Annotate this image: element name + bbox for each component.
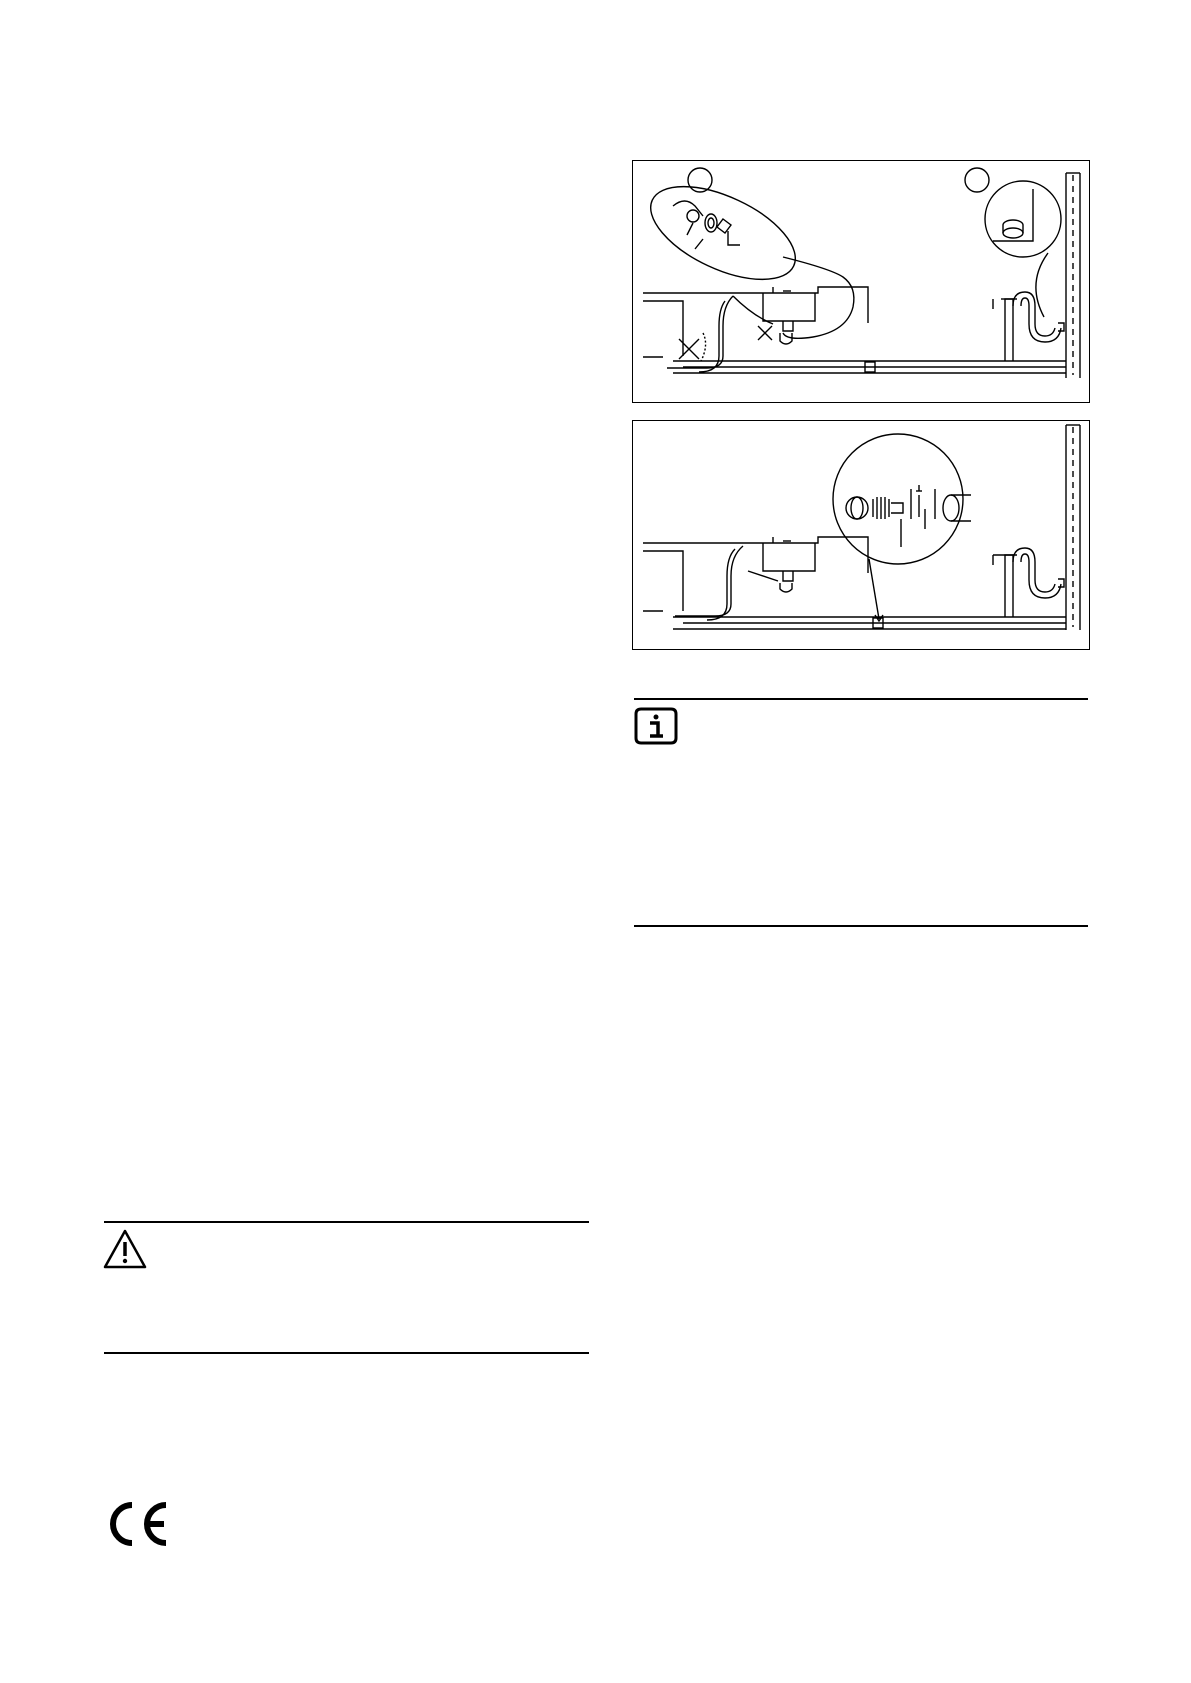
- info-box-top-rule: [634, 698, 1088, 700]
- warning-box-top-rule: [104, 1221, 589, 1223]
- info-icon: [633, 706, 679, 746]
- warning-box-bottom-rule: [104, 1352, 589, 1354]
- detail-oval: [637, 167, 809, 298]
- drain-connection-diagram-top: [632, 160, 1090, 403]
- callout-marker: [965, 168, 989, 192]
- detail-circle: [985, 181, 1061, 257]
- info-box-bottom-rule: [634, 925, 1088, 927]
- detail-circle: [833, 434, 963, 564]
- ce-mark-icon: [104, 1500, 170, 1548]
- warning-triangle-icon: [102, 1228, 148, 1270]
- drain-connection-diagram-bottom: [632, 420, 1090, 650]
